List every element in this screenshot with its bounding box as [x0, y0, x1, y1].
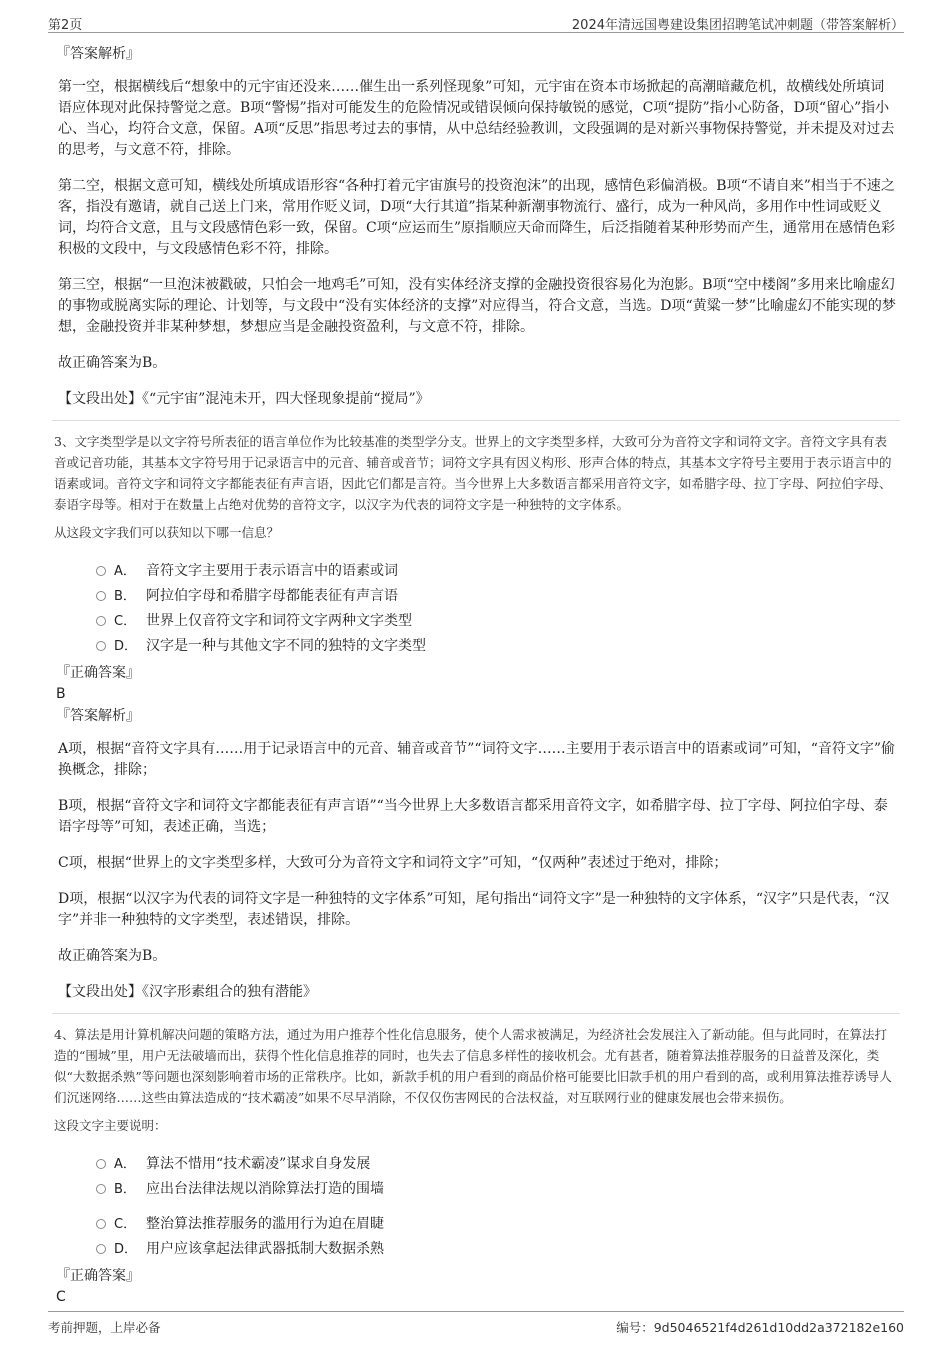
- correct-answer-label: 『正确答案』: [56, 665, 140, 681]
- option-key: A．: [114, 564, 136, 579]
- question-3: [56, 431, 896, 1003]
- source-line: [56, 389, 896, 410]
- radio-icon[interactable]: [96, 1244, 106, 1254]
- option-text: 算法不惜用“技术霸凌”谋求自身发展: [146, 1155, 371, 1172]
- analysis-paragraph: D项，根据“以汉字为代表的词符文字是一种独特的文字体系”可知，尾句指出“词符文字”是一种独特的文字体系，“汉字”只是代表，“汉字”并非一种独特的文字类型，表述错误，排除。: [58, 891, 890, 928]
- option-key: A．: [114, 1157, 136, 1172]
- document-title: 2024年清远国粤建设集团招聘笔试冲刺题（带答案解析）: [571, 18, 904, 33]
- analysis-paragraph: 第二空，根据文意可知，横线处所填成语形容“各种打着元宇宙旗号的投资泡沫”的出现，感情色彩偏消极。B项“不请自来”相当于不速之客，指没有邀请，就自己送上门来，常用作贬义词，D项“大行其道”指某种新潮事物流行、盛行，成为一种风尚，多用作中性词或贬义词，均符合文意，且与文段感情色彩一致，保留。C项“应运而生”原指顺应天命而降生，后泛指随着某种形势而产生，通常用在感情色彩积极的文段中，与文段感情色彩不符，排除。: [58, 178, 896, 257]
- option-key: D．: [114, 1242, 138, 1257]
- page-content: [56, 44, 896, 1309]
- correct-answer-value: C: [56, 1289, 66, 1305]
- option-text: 整治算法推荐服务的滥用行为迫在眉睫: [146, 1215, 384, 1232]
- question-prompt: 从这段文字我们可以获知以下哪一信息？: [54, 525, 280, 540]
- page-number: 第2页: [48, 18, 83, 33]
- serial-value: 9d5046521f4d261d10dd2a372182e160: [653, 1320, 904, 1335]
- radio-icon[interactable]: [96, 591, 106, 601]
- page-footer: [48, 1311, 904, 1336]
- radio-icon[interactable]: [96, 616, 106, 626]
- source-title: 《汉字形素组合的独有潜能》: [142, 984, 317, 1000]
- option-d[interactable]: [96, 632, 896, 657]
- option-key: B．: [114, 1182, 136, 1197]
- option-text: 音符文字主要用于表示语言中的语素或词: [146, 562, 398, 579]
- option-key: C．: [114, 1217, 137, 1232]
- option-text: 应出台法律法规以消除算法打造的围墙: [146, 1180, 384, 1197]
- document-serial: [616, 1318, 904, 1336]
- analysis-paragraph: B项，根据“音符文字和词符文字都能表征有声言语”“当今世界上大多数语言都采用音符文字，如希腊字母、拉丁字母、阿拉伯字母、泰语字母等”可知，表述正确，当选；: [58, 798, 888, 835]
- analysis-paragraph: 第一空，根据横线后“想象中的元宇宙还没来……催生出一系列怪现象”可知，元宇宙在资本市场掀起的高潮暗藏危机，故横线处所填词语应体现对此保持警觉之意。B项“警惕”指对可能发生的危险情况或错误倾向保持敏锐的感觉，C项“提防”指小心防备，D项“留心”指小心、当心，均符合文意，保留。A项“反思”指思考过去的事情，从中总结经验教训，文段强调的是对新兴事物保持警觉，并未提及对过去的思考，与文意不符，排除。: [58, 79, 895, 158]
- page-header: [48, 12, 904, 33]
- option-a[interactable]: [96, 557, 896, 582]
- option-key: C．: [114, 614, 137, 629]
- source-label: 【文段出处】: [58, 391, 142, 407]
- analysis-conclusion: 故正确答案为B。: [58, 355, 167, 371]
- option-text: 阿拉伯字母和希腊字母都能表征有声言语: [146, 587, 398, 604]
- question-4: [56, 1024, 896, 1307]
- radio-icon[interactable]: [96, 641, 106, 651]
- analysis-paragraph: C项，根据“世界上的文字类型多样，大致可分为音符文字和词符文字”可知，“仅两种”表述过于绝对，排除；: [58, 855, 728, 871]
- analysis-label: 『答案解析』: [56, 46, 140, 62]
- question-divider: [52, 420, 900, 421]
- option-b[interactable]: [96, 1175, 896, 1200]
- source-label: 【文段出处】: [58, 984, 142, 1000]
- question-prompt: 这段文字主要说明：: [54, 1118, 167, 1133]
- q2-analysis: [56, 44, 896, 410]
- footer-slogan: 考前押题，上岸必备: [48, 1320, 161, 1335]
- option-list: [96, 557, 896, 657]
- option-b[interactable]: [96, 582, 896, 607]
- correct-answer-label: 『正确答案』: [56, 1268, 140, 1284]
- radio-icon[interactable]: [96, 1184, 106, 1194]
- question-divider: [52, 1013, 900, 1014]
- option-text: 汉字是一种与其他文字不同的独特的文字类型: [146, 637, 426, 654]
- option-c[interactable]: [96, 607, 896, 632]
- analysis-label: 『答案解析』: [56, 708, 140, 724]
- option-c[interactable]: [96, 1210, 896, 1235]
- analysis-conclusion: 故正确答案为B。: [58, 948, 167, 964]
- option-text: 用户应该拿起法律武器抵制大数据杀熟: [146, 1240, 384, 1257]
- option-d[interactable]: [96, 1235, 896, 1260]
- radio-icon[interactable]: [96, 1159, 106, 1169]
- radio-icon[interactable]: [96, 566, 106, 576]
- correct-answer-value: B: [56, 686, 66, 702]
- option-key: D．: [114, 639, 138, 654]
- option-a[interactable]: [96, 1150, 896, 1175]
- analysis-paragraph: 第三空，根据“一旦泡沫被戳破，只怕会一地鸡毛”可知，没有实体经济支撑的金融投资很容易化为泡影。B项“空中楼阁”多用来比喻虚幻的事物或脱离实际的理论、计划等，与文段中“没有实体经济的支撑”对应得当，符合文意，当选。D项“黄粱一梦”比喻虚幻不能实现的梦想，金融投资并非某种梦想，梦想应当是金融投资盈利，与文意不符，排除。: [58, 277, 896, 335]
- question-stem: 4、算法是用计算机解决问题的策略方法，通过为用户推荐个性化信息服务，使个人需求被满足，为经济社会发展注入了新动能。但与此同时，在算法打造的“围城”里，用户无法破墙而出，获得个性化信息推荐的同时，也失去了信息多样性的接收机会。尤有甚者，随着算法推荐服务的日益普及深化，类似“大数据杀熟”等问题也深刻影响着市场的正常秩序。比如，新款手机的用户看到的商品价格可能要比旧款手机的用户看到的高，或利用算法推荐诱导人们沉迷网络……这些由算法造成的“技术霸凌”如果不尽早消除，不仅仅伤害网民的合法权益，对互联网行业的健康发展也会带来损伤。: [54, 1027, 892, 1105]
- option-key: B．: [114, 589, 136, 604]
- analysis-paragraph: A项，根据“音符文字具有……用于记录语言中的元音、辅音或音节”“词符文字……主要用于表示语言中的语素或词”可知，“音符文字”偷换概念，排除；: [58, 741, 896, 778]
- source-line: [56, 982, 896, 1003]
- source-title: 《“元宇宙”混沌未开，四大怪现象提前“搅局”》: [142, 391, 430, 407]
- question-stem: 3、文字类型学是以文字符号所表征的语言单位作为比较基准的类型学分支。世界上的文字类型多样，大致可分为音符文字和词符文字。音符文字具有表音或记音功能，其基本文字符号用于记录语言中的元音、辅音或音节；词符文字具有因义构形、形声合体的特点，其基本文字符号主要用于表示语言中的语素或词。音符文字和词符文字都能表征有声言语，因此它们都是言符。当今世界上大多数语言都采用音符文字，如希腊字母、拉丁字母、阿拉伯字母、泰语字母等。相对于在数量上占绝对优势的音符文字，以汉字为代表的词符文字是一种独特的文字体系。: [54, 434, 892, 512]
- serial-label: 编号：: [616, 1320, 654, 1335]
- option-list: [96, 1150, 896, 1260]
- option-text: 世界上仅音符文字和词符文字两种文字类型: [146, 612, 412, 629]
- radio-icon[interactable]: [96, 1219, 106, 1229]
